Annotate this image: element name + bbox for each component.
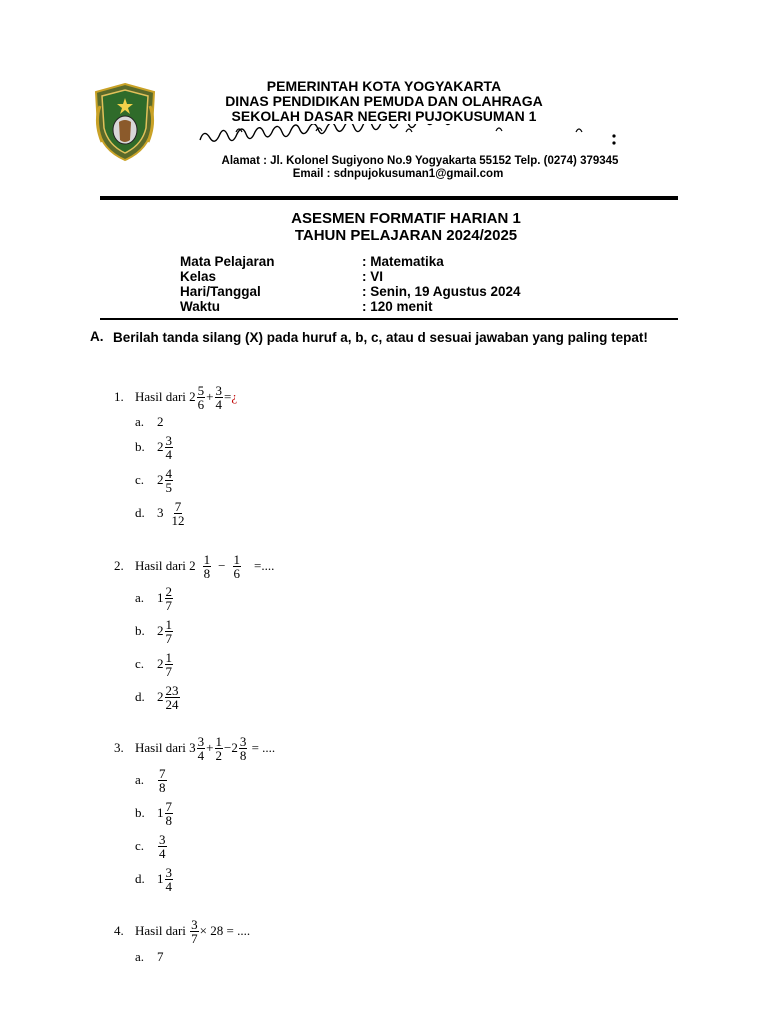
denominator: 4 (197, 747, 205, 763)
unknown-mark: ¿ (231, 389, 238, 404)
fraction (165, 467, 174, 494)
option-4a[interactable] (135, 942, 164, 972)
option-whole: 2 (157, 414, 164, 429)
option-label: a. (135, 590, 145, 605)
option-3a[interactable] (135, 765, 168, 795)
question-prefix: Hasil dari (135, 389, 186, 404)
option-label: c. (135, 472, 145, 487)
whole-number: 2 (189, 389, 196, 404)
option-3b[interactable] (135, 798, 174, 828)
denominator: 4 (165, 878, 172, 894)
fraction (197, 735, 206, 762)
numerator: 5 (197, 382, 205, 398)
equals-sign: = .... (251, 740, 276, 755)
numerator: 3 (165, 864, 172, 880)
option-whole: 2 (157, 439, 164, 454)
fraction (165, 618, 174, 645)
option-1b[interactable] (135, 432, 174, 462)
numerator: 7 (165, 798, 172, 814)
fraction (171, 500, 186, 527)
denominator: 2 (215, 747, 222, 763)
fraction (215, 384, 224, 411)
fraction (203, 553, 212, 580)
option-label: c. (135, 838, 145, 853)
numerator: 3 (191, 916, 198, 932)
section-instruction: Berilah tanda silang (X) pada huruf a, b, c, atau d sesuai jawaban yang paling tepat! (113, 330, 648, 345)
option-label: a. (135, 772, 145, 787)
fraction (165, 800, 174, 827)
info-divider (100, 318, 678, 320)
fraction (239, 735, 248, 762)
fraction (165, 585, 174, 612)
option-whole: 1 (157, 805, 164, 820)
exam-year: TAHUN PELAJARAN 2024/2025 (294, 227, 518, 244)
equals-sign: =.... (254, 558, 275, 573)
info-row-duration (180, 299, 600, 314)
equals-sign: = (224, 389, 232, 404)
question-number: 3. (114, 740, 124, 755)
option-whole: 3 (157, 505, 164, 520)
option-1c[interactable] (135, 465, 174, 495)
numerator: 3 (197, 733, 205, 749)
exam-title: ASESMEN FORMATIF HARIAN 1 (291, 210, 521, 227)
whole-number: 2 (231, 740, 238, 755)
operator: − (224, 740, 232, 755)
denominator: 12 (171, 512, 185, 528)
denominator: 8 (203, 565, 211, 581)
denominator: 4 (159, 845, 166, 861)
option-whole: 2 (157, 689, 164, 704)
school-email: Email : sdnpujokusuman1@gmail.com (292, 168, 504, 180)
numerator: 7 (159, 765, 166, 781)
question-number: 2. (114, 558, 124, 573)
option-3d[interactable] (135, 864, 174, 894)
header-school-name: SEKOLAH DASAR NEGERI PUJOKUSUMAN 1 (231, 108, 537, 124)
info-row-date (180, 284, 600, 299)
option-2d[interactable] (135, 682, 181, 712)
option-label: a. (135, 949, 145, 964)
fraction (158, 767, 167, 794)
numerator: 3 (215, 382, 222, 398)
question-prefix: Hasil dari (135, 923, 186, 938)
fraction (165, 651, 174, 678)
info-row-class (180, 269, 600, 284)
letterhead-divider (100, 196, 678, 200)
numerator: 1 (165, 649, 172, 665)
denominator: 7 (191, 930, 198, 946)
numerator: 1 (233, 551, 240, 567)
question-prefix: Hasil dari (135, 558, 186, 573)
denominator: 4 (215, 396, 222, 412)
school-address: Alamat : Jl. Kolonel Sugiyono No.9 Yogyakarta 55152 Telp. (0274) 379345 (221, 155, 619, 167)
numerator: 3 (239, 733, 247, 749)
denominator: 4 (165, 446, 172, 462)
fraction (215, 735, 224, 762)
operator: + (206, 389, 214, 404)
option-2c[interactable] (135, 649, 174, 679)
numerator: 4 (165, 465, 172, 481)
denominator: 8 (165, 812, 172, 828)
numerator: 23 (165, 682, 179, 698)
letterhead (0, 0, 768, 200)
denominator: 6 (233, 565, 240, 581)
fraction (197, 384, 206, 411)
info-value: : 120 menit (362, 299, 433, 314)
numerator: 1 (165, 616, 172, 632)
equals-sign: = .... (226, 923, 251, 938)
denominator: 5 (165, 479, 172, 495)
option-2b[interactable] (135, 616, 174, 646)
info-value: : VI (362, 269, 384, 284)
numerator: 1 (203, 551, 211, 567)
option-whole: 1 (157, 590, 164, 605)
question-1 (114, 380, 237, 414)
operator: × 28 (199, 923, 224, 938)
numerator: 7 (174, 498, 182, 514)
option-3c[interactable] (135, 831, 168, 861)
option-2a[interactable] (135, 583, 174, 613)
whole-number: 3 (189, 740, 196, 755)
fraction (190, 918, 199, 945)
question-3 (114, 731, 275, 765)
option-label: b. (135, 623, 145, 638)
info-label: Kelas (180, 269, 217, 284)
option-label: d. (135, 871, 145, 886)
fraction (165, 866, 174, 893)
denominator: 24 (165, 696, 179, 712)
info-row-subject (180, 254, 600, 269)
header-department: DINAS PENDIDIKAN PEMUDA DAN OLAHRAGA (225, 93, 543, 109)
option-whole: 2 (157, 656, 164, 671)
info-value: : Matematika (362, 254, 444, 269)
info-label: Waktu (180, 299, 220, 314)
question-number: 4. (114, 923, 124, 938)
numerator: 3 (159, 831, 166, 847)
numerator: 1 (215, 733, 222, 749)
operator: + (206, 740, 214, 755)
denominator: 8 (239, 747, 247, 763)
info-value: : Senin, 19 Agustus 2024 (362, 284, 521, 299)
operator: − (218, 558, 226, 573)
option-label: d. (135, 505, 145, 520)
option-whole: 2 (157, 472, 164, 487)
fraction (233, 553, 242, 580)
fraction (158, 833, 167, 860)
option-label: b. (135, 439, 145, 454)
question-prefix: Hasil dari (135, 740, 186, 755)
question-2 (114, 549, 274, 583)
numerator: 2 (165, 583, 172, 599)
option-1d[interactable] (135, 498, 187, 528)
option-label: a. (135, 414, 145, 429)
option-whole: 2 (157, 623, 164, 638)
whole-number: 2 (189, 558, 196, 573)
denominator: 7 (165, 597, 172, 613)
option-whole: 7 (157, 949, 164, 964)
denominator: 7 (165, 663, 172, 679)
option-label: c. (135, 656, 145, 671)
info-label: Mata Pelajaran (180, 254, 275, 269)
numerator: 3 (165, 432, 172, 448)
denominator: 7 (165, 630, 172, 646)
denominator: 6 (197, 396, 205, 412)
denominator: 8 (159, 779, 166, 795)
info-label: Hari/Tanggal (180, 284, 261, 299)
option-whole: 1 (157, 871, 164, 886)
header-government: PEMERINTAH KOTA YOGYAKARTA (266, 78, 502, 94)
fraction (165, 434, 174, 461)
option-label: d. (135, 689, 145, 704)
section-letter: A. (90, 329, 104, 344)
fraction (165, 684, 180, 711)
javanese-script-school-name (196, 124, 626, 152)
option-label: b. (135, 805, 145, 820)
question-number: 1. (114, 389, 124, 404)
